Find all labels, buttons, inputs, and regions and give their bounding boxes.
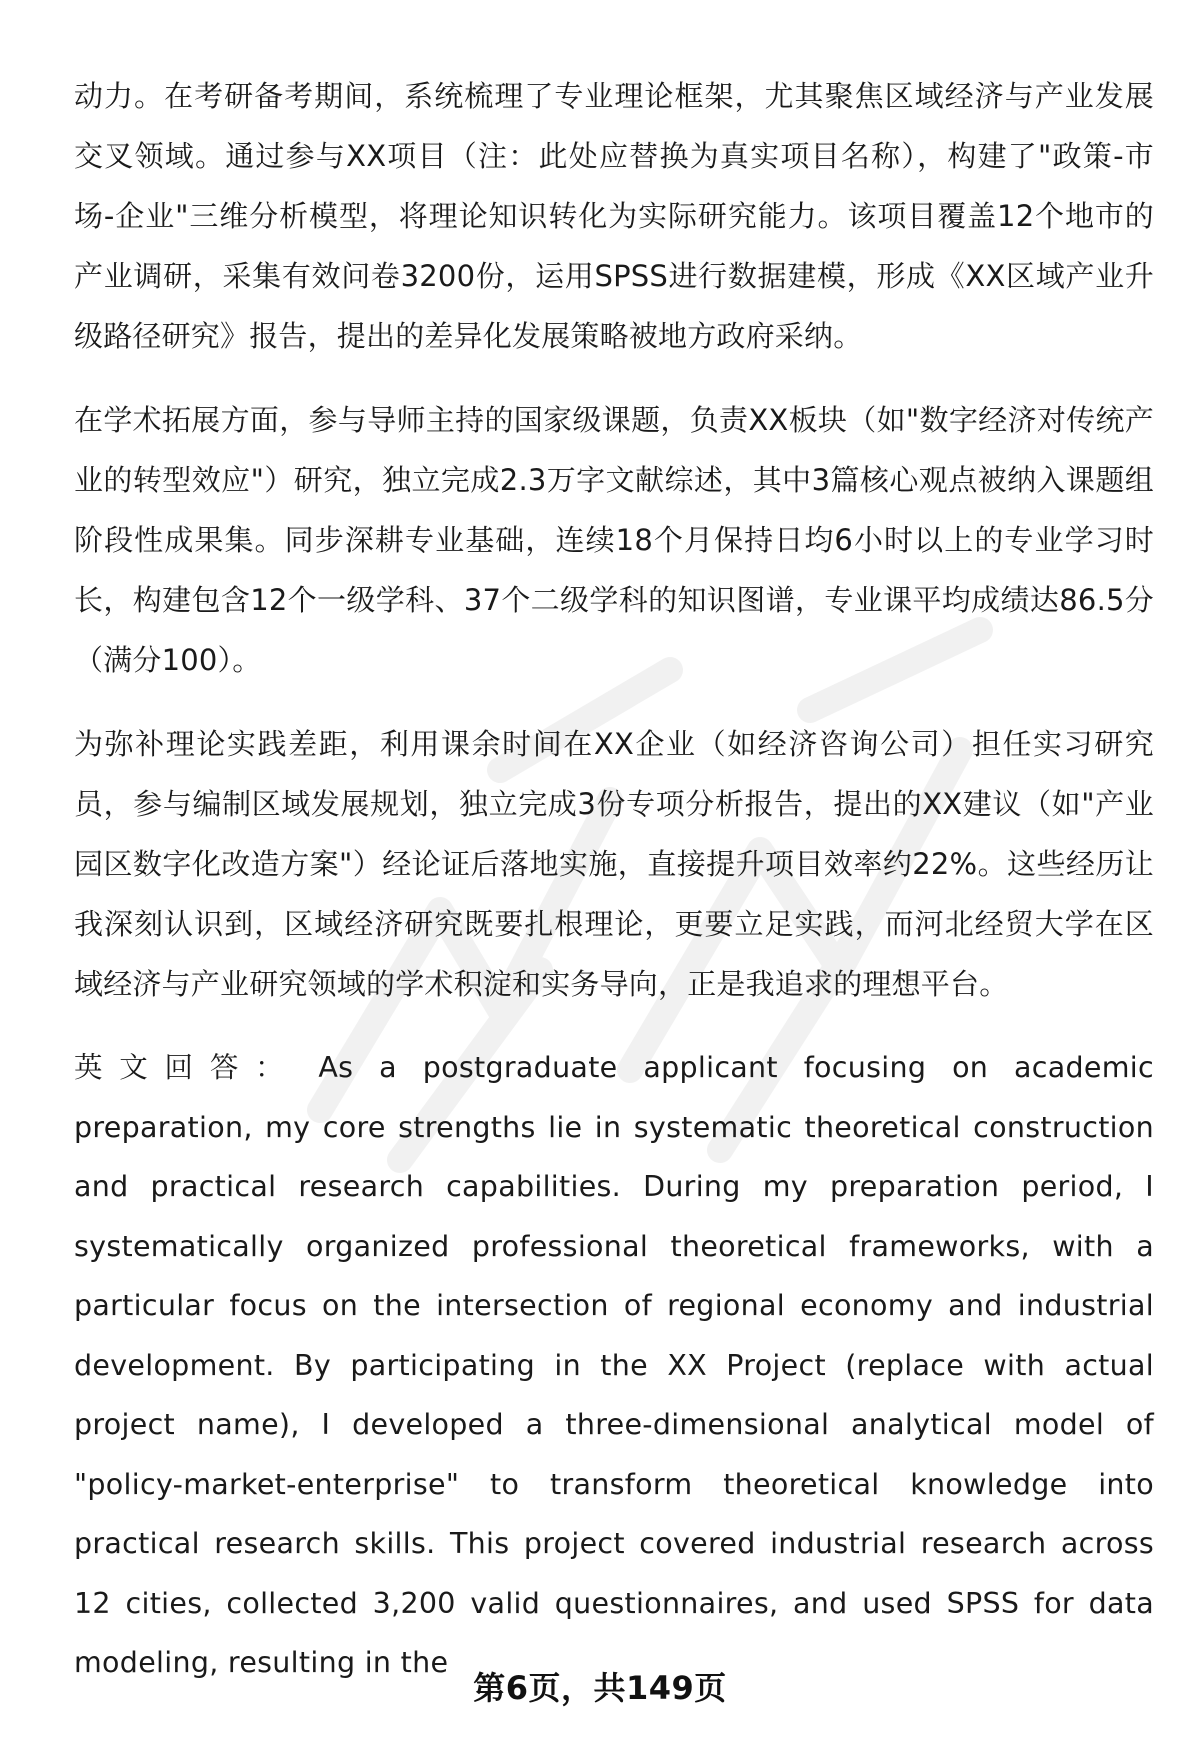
english-answer-text: As a postgraduate applicant focusing on academic preparation, my core strengths lie in systematic theoretical construction and practical research capabilities. During my preparation period, I systematically organized professional theoretical frameworks, with a particular focus on the intersection of regional economy and industrial development. By participating in the XX Project (replace with actual project name), I developed a three-dimensional analytical model of "policy-market-enterprise" to transform theoretical knowledge into practical research skills. This project covered industrial research across 12 cities, collected 3,200 valid questionnaires, and used SPSS for data modeling, resulting in the <box>74 1051 1154 1679</box>
document-body <box>74 66 1154 1717</box>
english-answer-paragraph <box>74 1038 1154 1693</box>
english-answer-label: 英文回答： <box>74 1051 301 1084</box>
paragraph-2: 在学术拓展方面，参与导师主持的国家级课题，负责XX板块（如"数字经济对传统产业的转型效应"）研究，独立完成2.3万字文献综述，其中3篇核心观点被纳入课题组阶段性成果集。同步深耕专业基础，连续18个月保持日均6小时以上的专业学习时长，构建包含12个一级学科、37个二级学科的知识图谱，专业课平均成绩达86.5分（满分100）。 <box>74 403 1154 677</box>
paragraph-3: 为弥补理论实践差距，利用课余时间在XX企业（如经济咨询公司）担任实习研究员，参与编制区域发展规划，独立完成3份专项分析报告，提出的XX建议（如"产业园区数字化改造方案"）经论证后落地实施，直接提升项目效率约22%。这些经历让我深刻认识到，区域经济研究既要扎根理论，更要立足实践，而河北经贸大学在区域经济与产业研究领域的学术积淀和实务导向，正是我追求的理想平台。 <box>74 727 1154 1001</box>
paragraph-1: 动力。在考研备考期间，系统梳理了专业理论框架，尤其聚焦区域经济与产业发展交叉领域。通过参与XX项目（注：此处应替换为真实项目名称），构建了"政策-市场-企业"三维分析模型，将理论知识转化为实际研究能力。该项目覆盖12个地市的产业调研，采集有效问卷3200份，运用SPSS进行数据建模，形成《XX区域产业升级路径研究》报告，提出的差异化发展策略被地方政府采纳。 <box>74 79 1154 353</box>
page-number-footer: 第6页，共149页 <box>473 1669 727 1707</box>
